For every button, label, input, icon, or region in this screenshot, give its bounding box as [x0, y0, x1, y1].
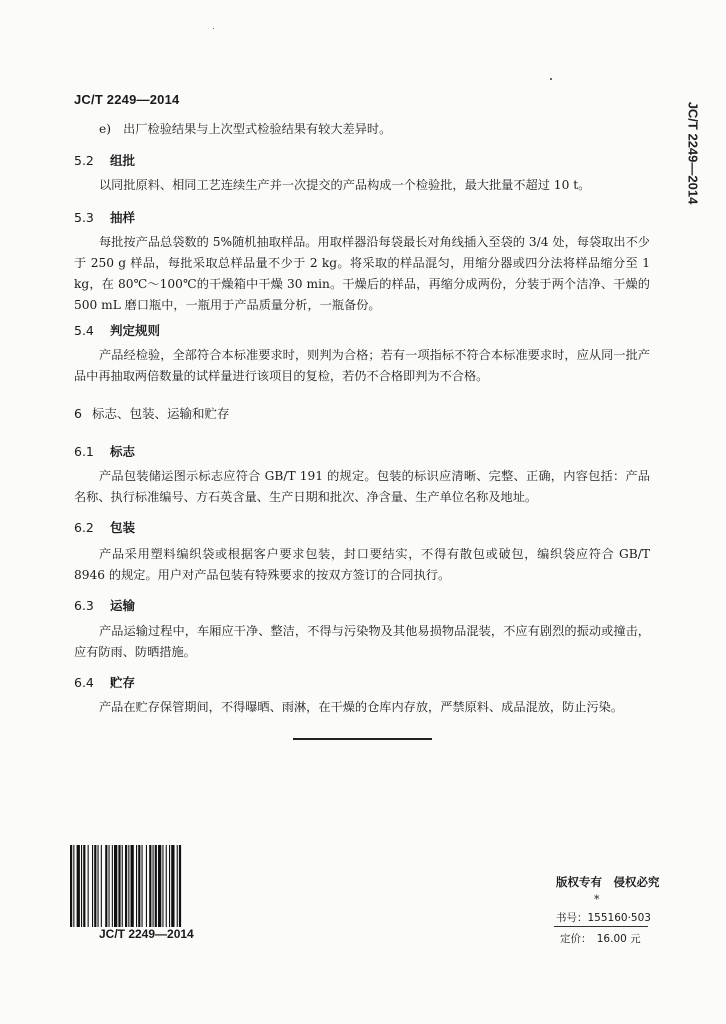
barcode-bar [122, 845, 123, 927]
barcode-bar [112, 845, 113, 927]
section-number: 6.4 [74, 675, 94, 690]
side-document-code [682, 88, 704, 218]
barcode-bar [128, 845, 129, 927]
barcode-bar [166, 845, 167, 927]
barcode-bar [81, 845, 82, 927]
barcode-bar [94, 845, 96, 927]
barcode-bar [125, 845, 127, 927]
barcode-caption: JC/T 2249—2014 [99, 927, 194, 941]
barcode-bar [138, 845, 140, 927]
barcode-bar [105, 845, 107, 927]
barcode [70, 845, 222, 927]
section-number: 5.3 [74, 210, 94, 225]
section-body-5-3 [74, 232, 650, 316]
barcode-bar [70, 845, 72, 927]
section-title: 判定规则 [110, 323, 161, 338]
book-number: 书号：155160·503 [556, 912, 651, 924]
barcode-bar [136, 845, 137, 927]
section-title: 组批 [110, 153, 136, 168]
paragraph: 以同批原料、相同工艺连续生产并一次提交的产品构成一个检验批，最大批量不超过 10 t。 [99, 178, 591, 192]
paragraph: 产品经检验，全部符合本标准要求时，则判为合格；若有一项指标不符合本标准要求时，应从同一批产品中再抽取两倍数量的试样量进行该项目的复检，若仍不合格即判为不合格。 [74, 348, 650, 383]
barcode-bar [146, 845, 147, 927]
section-title: 包装 [110, 520, 136, 535]
barcode-bar [88, 845, 89, 927]
chapter-title: 标志、包装、运输和贮存 [92, 406, 230, 421]
paragraph: 产品在贮存保管期间，不得曝晒、雨淋，在干燥的仓库内存放，严禁原料、成品混放，防止污染。 [99, 700, 624, 714]
section-body-6-2 [74, 544, 650, 586]
section-body-6-3 [74, 621, 650, 663]
barcode-bar [92, 845, 93, 927]
barcode-bar [169, 845, 170, 927]
barcode-bar [98, 845, 99, 927]
barcode-bar [179, 845, 181, 927]
section-number: 6.2 [74, 520, 94, 535]
section-heading-6-1 [74, 442, 135, 460]
barcode-bar [158, 845, 161, 927]
barcode-bar [109, 845, 110, 927]
barcode-bar [162, 845, 163, 927]
paragraph: 产品包装储运图示标志应符合 GB/T 191 的规定。包装的标识应清晰、完整、正确，内容包括：产品名称、执行标准编号、方石英含量、生产日期和批次、净含量、生产单位名称及地址。 [74, 469, 650, 504]
section-title: 运输 [110, 598, 136, 613]
chapter-number: 6 [74, 406, 82, 421]
section-title: 贮存 [110, 675, 136, 690]
section-number: 5.2 [74, 153, 94, 168]
barcode-bar [118, 845, 120, 927]
paragraph: 产品运输过程中，车厢应干净、整洁，不得与污染物及其他易损物品混装，不应有剧烈的振动或撞击，应有防雨、防晒措施。 [74, 624, 650, 659]
section-body-5-2 [74, 175, 650, 196]
section-heading-5-2 [74, 151, 135, 169]
section-title: 标志 [110, 444, 136, 459]
barcode-bar [149, 845, 151, 927]
section-number: 6.1 [74, 444, 94, 459]
section-heading-6-3 [74, 596, 135, 614]
price-divider [554, 926, 648, 927]
barcode-bar [77, 845, 80, 927]
copyright-notice: 版权专有 侵权必究 [556, 875, 660, 889]
barcode-bar [153, 845, 154, 927]
section-number: 5.4 [74, 323, 94, 338]
end-of-text-rule [293, 738, 432, 740]
section-body-6-4 [74, 697, 650, 718]
side-code-text: JC/T 2249—2014 [685, 101, 701, 205]
paragraph: 产品采用塑料编织袋或根据客户要求包装，封口要结实，不得有散包或破包，编织袋应符合 GB/T 8946 的规定。用户对产品包装有特殊要求的按双方签订的合同执行。 [74, 547, 650, 582]
barcode-bar [101, 845, 102, 927]
barcode-bar [114, 845, 117, 927]
document-code-header: JC/T 2249—2014 [74, 92, 180, 107]
section-body-6-1 [74, 466, 650, 508]
section-heading-5-3 [74, 208, 135, 226]
section-heading-6-4 [74, 673, 135, 691]
barcode-bar [131, 845, 134, 927]
section-title: 抽样 [110, 210, 136, 225]
chapter-heading-6 [74, 404, 230, 422]
section-heading-5-4 [74, 321, 160, 339]
section-body-5-4 [74, 345, 650, 387]
star-mark: * [594, 893, 600, 906]
list-item-e: e) 出厂检验结果与上次型式检验结果有较大差异时。 [99, 122, 392, 136]
barcode-bar [177, 845, 178, 927]
section-heading-6-2 [74, 518, 135, 536]
section-number: 6.3 [74, 598, 94, 613]
scan-speck [213, 28, 214, 29]
barcode-bar [155, 845, 157, 927]
scan-speck [550, 78, 552, 80]
barcode-bar [142, 845, 143, 927]
barcode-bar [83, 845, 85, 927]
barcode-bar [73, 845, 74, 927]
barcode-bar [171, 845, 174, 927]
price-label: 定价： 16.00 元 [560, 933, 641, 945]
paragraph: 每批按产品总袋数的 5%随机抽取样品。用取样器沿每袋最长对角线插入至袋的 3/4 处，每袋取出不少于 250 g 样品，每批采取总样品量不少于 2 kg。将采取的样品混匀，用缩分器或四分法将样品缩分至 1 kg，在 80℃～100℃的干燥箱中干燥 30 min。干燥后的样品，再缩分成两份，分装于两个洁净、干燥的 500 mL 磨口瓶中，一瓶用于产品质量分析，一瓶备份。 [74, 235, 650, 312]
